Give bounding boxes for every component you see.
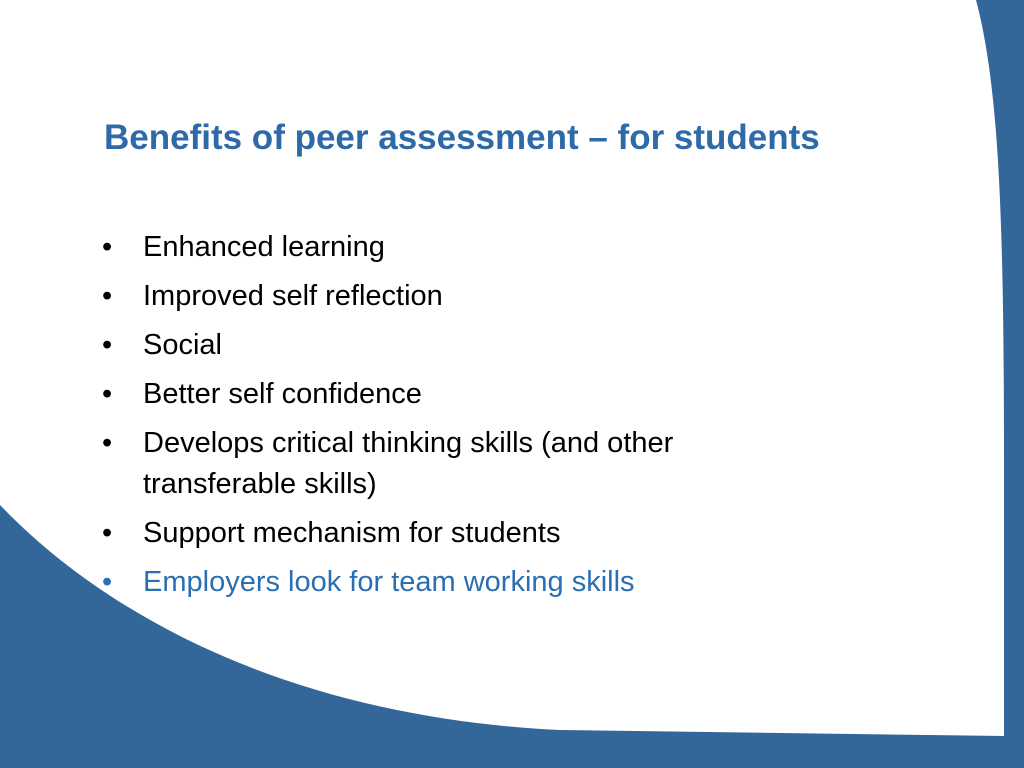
bullet-marker: • xyxy=(102,329,113,361)
bullet-item xyxy=(100,276,800,317)
bullet-marker: • xyxy=(102,231,113,263)
bullet-marker: • xyxy=(102,378,113,410)
bullet-item xyxy=(100,513,800,554)
bullet-marker: • xyxy=(102,517,113,549)
bullet-text: Better self confidence xyxy=(143,378,422,410)
bullet-marker: • xyxy=(102,427,113,459)
bullet-item xyxy=(100,562,800,603)
bullet-text: Support mechanism for students xyxy=(143,517,561,549)
bullet-text: Develops critical thinking skills (and other transferable skills) xyxy=(143,427,674,500)
slide-title: Benefits of peer assessment – for students xyxy=(104,118,820,157)
bullet-item xyxy=(100,423,800,505)
bullet-list xyxy=(100,227,800,611)
bullet-text: Social xyxy=(143,329,222,361)
bullet-text: Improved self reflection xyxy=(143,280,443,312)
bullet-text: Enhanced learning xyxy=(143,231,385,263)
bullet-item xyxy=(100,374,800,415)
bullet-marker: • xyxy=(102,566,113,598)
bullet-item xyxy=(100,325,800,366)
bullet-item xyxy=(100,227,800,268)
bullet-marker: • xyxy=(102,280,113,312)
bullet-text: Employers look for team working skills xyxy=(143,566,635,598)
